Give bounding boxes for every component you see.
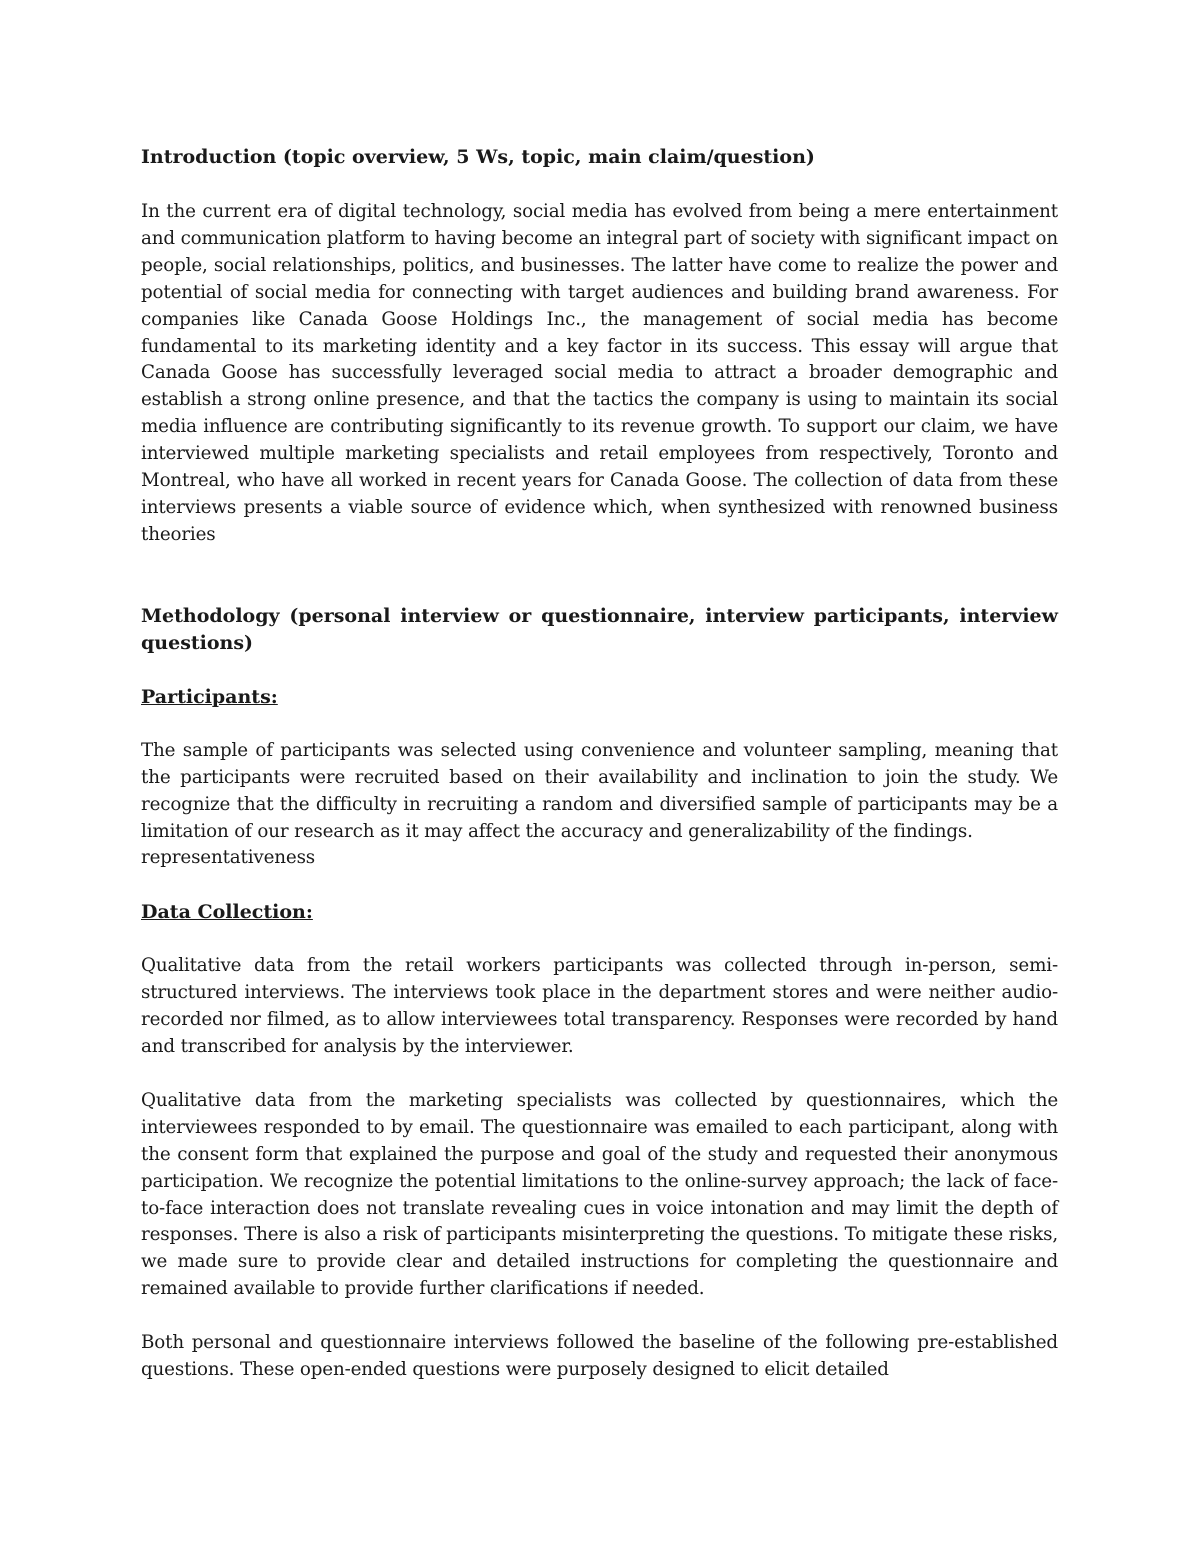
data-collection-heading: Data Collection: xyxy=(141,901,313,924)
participants-paragraph-tail: representativeness xyxy=(141,847,316,869)
participants-heading: Participants: xyxy=(141,685,278,708)
data-collection-paragraph-3: Both personal and questionnaire interviews followed the baseline of the following pre-established questions. These open-ended questions were purposely designed to elicit detailed xyxy=(141,1332,1058,1381)
data-collection-paragraph-1: Qualitative data from the retail workers participants was collected through in-person, semi-structured interviews. The interviews took place in the department stores and were neither audio-recorded nor filmed, as to allow interviewees total transparency. Responses were recorded by hand and transcribed for analysis by the interviewer. xyxy=(141,955,1058,1058)
data-collection-paragraph-2: Qualitative data from the marketing specialists was collected by questionnaires, which the interviewees responded to by email. The questionnaire was emailed to each participant, along with the consent form that explained the purpose and goal of the study and requested their anonymous participation. We recognize the potential limitations to the online-survey approach; the lack of face-to-face interaction does not translate revealing cues in voice intonation and may limit the depth of responses. There is also a risk of participants misinterpreting the questions. To mitigate these risks, we made sure to provide clear and detailed instructions for completing the questionnaire and remained available to provide further clarifications if needed. xyxy=(141,1089,1058,1300)
introduction-paragraph: In the current era of digital technology, social media has evolved from being a mere entertainment and communication platform to having become an integral part of society with significant impact on people, social relationships, politics, and businesses. The latter have come to realize the power and potential of social media for connecting with target audiences and building brand awareness. For companies like Canada Goose Holdings Inc., the management of social media has become fundamental to its marketing identity and a key factor in its success. This essay will argue that Canada Goose has successfully leveraged social media to attract a broader demographic and establish a strong online presence, and that the tactics the company is using to maintain its social media influence are contributing significantly to its revenue growth. To support our claim, we have interviewed multiple marketing specialists and retail employees from respectively, Toronto and Montreal, who have all worked in recent years for Canada Goose. The collection of data from these interviews presents a viable source of evidence which, when synthesized with renowned business theories xyxy=(141,201,1058,545)
participants-paragraph: The sample of participants was selected using convenience and volunteer sampling, meaning that the participants were recruited based on their availability and inclination to join the study. We recognize that the difficulty in recruiting a random and diversified sample of participants may be a limitation of our research as it may affect the accuracy and generalizability of the findings. xyxy=(141,739,1058,842)
introduction-heading: Introduction (topic overview, 5 Ws, topic, main claim/question) xyxy=(141,146,815,168)
document-body xyxy=(141,144,1058,1384)
methodology-heading: Methodology (personal interview or questionnaire, interview participants, interview questions) xyxy=(141,604,1058,654)
